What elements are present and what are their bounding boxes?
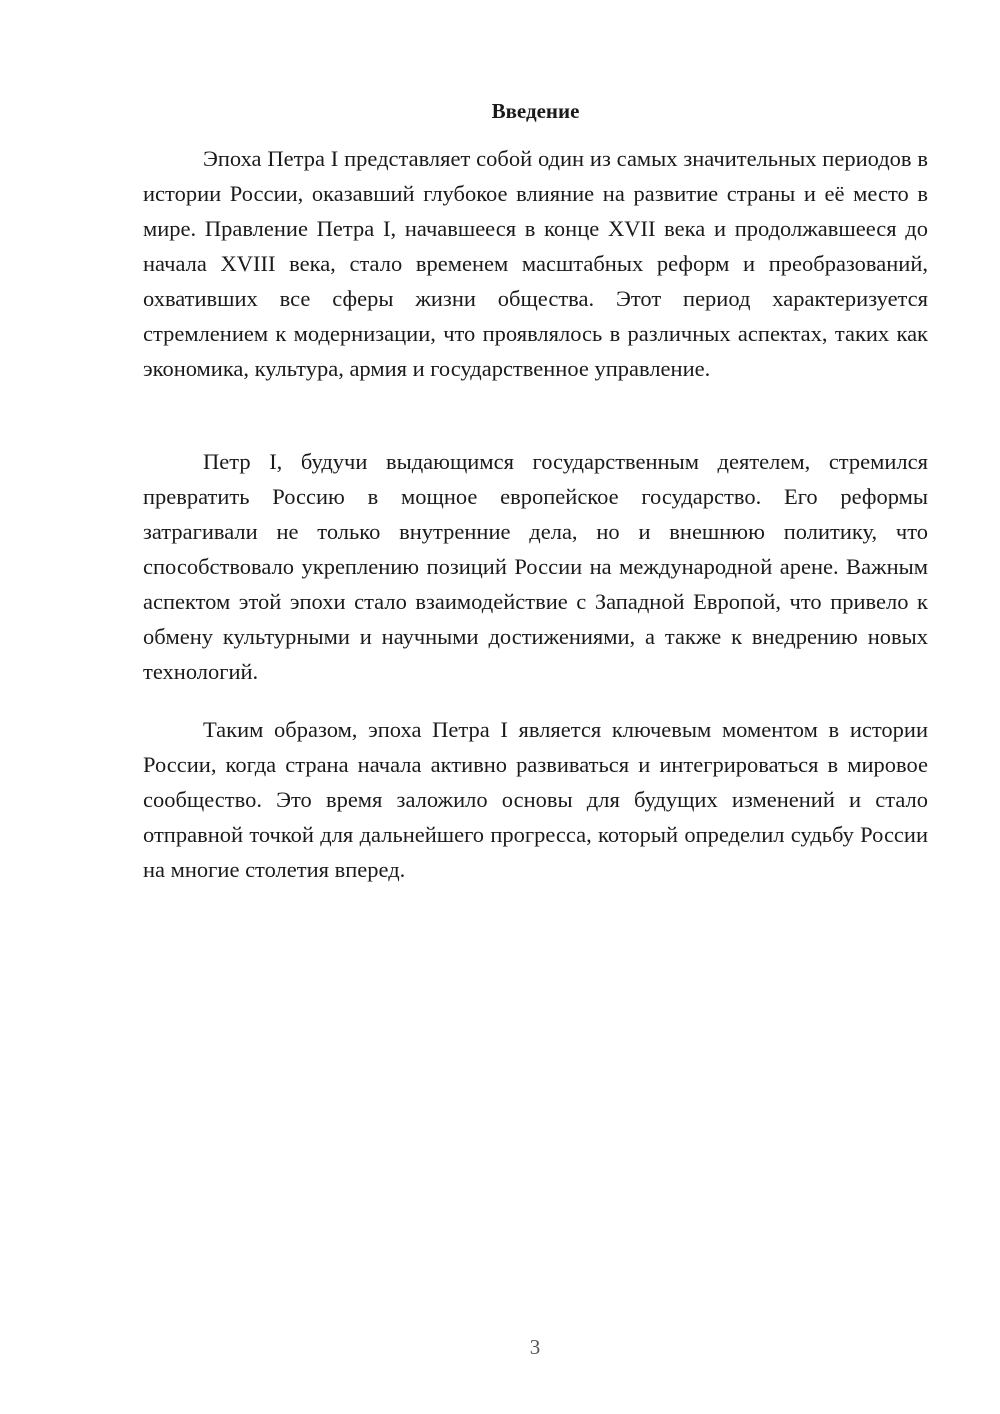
page-number: 3 — [529, 1335, 541, 1359]
paragraph-2: Петр I, будучи выдающимся государственным деятелем, стремился превратить Россию в мощное европейское государство. Его реформы затрагивали не только внутренние дела, но и внешнюю политику, что способствовало укреплению позиций России на международной арене. Важным аспектом этой эпохи стало взаимодействие с Западной Европой, что привело к обмену культурными и научными достижениями, а также к внедрению новых технологий. — [143, 449, 928, 684]
paragraph-3: Таким образом, эпоха Петра I является ключевым моментом в истории России, когда страна начала активно развиваться и интегрироваться в мировое сообщество. Это время заложило основы для будущих изменений и стало отправной точкой для дальнейшего прогресса, который определил судьбу России на многие столетия вперед. — [143, 717, 928, 882]
section-heading: Введение — [491, 99, 580, 123]
paragraph-1: Эпоха Петра I представляет собой один из самых значительных периодов в истории России, оказавший глубокое влияние на развитие страны и её место в мире. Правление Петра I, начавшееся в конце XVII века и продолжавшееся до начала XVIII века, стало временем масштабных реформ и преобразований, охвативших все сферы жизни общества. Этот период характеризуется стремлением к модернизации, что проявлялось в различных аспектах, таких как экономика, культура, армия и государственное управление. — [143, 146, 928, 381]
